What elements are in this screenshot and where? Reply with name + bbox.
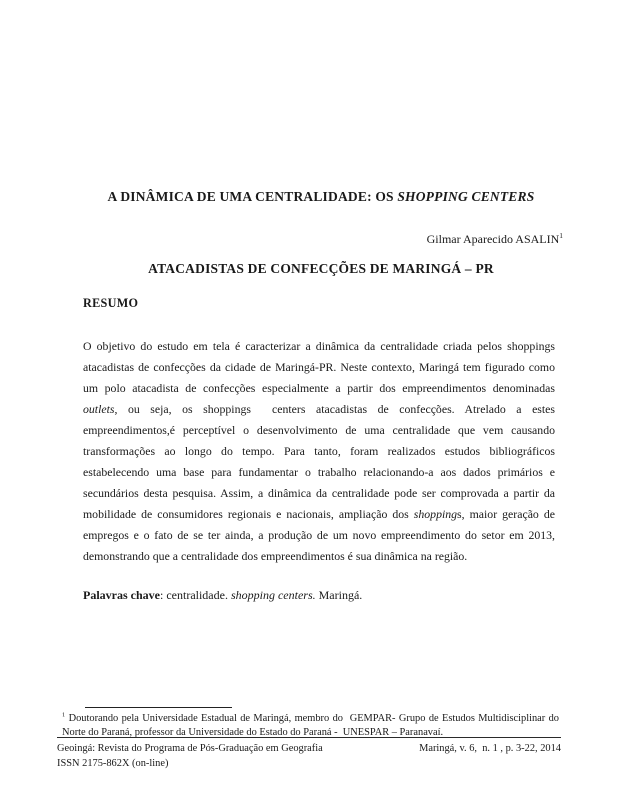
footnote-separator-rule	[85, 707, 232, 708]
footer-issn: ISSN 2175-862X (on-line)	[57, 757, 169, 769]
text-segment: , ou seja, os shoppings centers atacadistas de confecções. Atrelado a estes empreendimentos,é perceptível o desenvolvimento de uma centralidade que vem causando transformações ao longo do tempo. Para tanto, foram realizados estudos bibliográficos estabelecendo uma base para fundamentar o trabalho relacionando-a aos dados primários e secundários desta pesquisa. Assim, a dinâmica da centralidade pode ser comprovada a partir da mobilidade de consumidores regionais e nacionais, ampliação dos	[83, 402, 558, 521]
text-segment: : centralidade.	[160, 588, 231, 602]
footer-journal-title: Geoingá: Revista do Programa de Pós-Graduação em Geografia	[57, 743, 323, 754]
text-segment: Doutorando pela Universidade Estadual de Maringá, membro do GEMPAR- Grupo de Estudos Multidisciplinar do Norte do Paraná, professor da Universidade do Estado do Paraná - UNESPAR – Paranavaí.	[62, 713, 562, 738]
text-segment: s, maior geração de empregos e o fato de se ter ainda, a produção de um novo empreendimento do setor em 2013, demonstrando que a centralidade dos empreendimentos é sua dinâmica na região.	[83, 507, 558, 563]
text-segment: Palavras chave	[83, 588, 160, 602]
abstract-text	[83, 336, 558, 567]
footer-left	[57, 742, 323, 771]
text-segment: O objetivo do estudo em tela é caracterizar a dinâmica da centralidade criada pelos shoppings atacadistas de confecções da cidade de Maringá-PR. Neste contexto, Maringá tem figurado como um polo atacadista de confecções especialmente a partir dos empreendimentos denominadas	[83, 339, 558, 395]
text-segment: Gilmar Aparecido ASALIN	[426, 232, 560, 246]
text-segment: shopping	[413, 507, 458, 521]
text-segment: SHOPPING CENTERS	[397, 189, 535, 204]
text-segment: A DINÂMICA DE UMA CENTRALIDADE: OS	[107, 189, 398, 204]
text-segment: shopping centers.	[230, 588, 316, 602]
journal-footer	[57, 737, 561, 771]
text-segment: Maringá.	[315, 588, 363, 602]
text-segment: 1	[559, 231, 563, 240]
author-line	[83, 232, 563, 247]
paper-title-line-2: ATACADISTAS DE CONFECÇÕES DE MARINGÁ – PR	[148, 261, 494, 276]
abstract-heading: RESUMO	[83, 296, 139, 310]
text-segment: outlets	[83, 402, 115, 416]
footnote-text	[62, 711, 562, 739]
text-segment: 1	[62, 711, 66, 719]
footer-citation: Maringá, v. 6, n. 1 , p. 3-22, 2014	[419, 743, 561, 754]
paper-title-line-1	[83, 185, 559, 209]
keywords-line	[83, 588, 559, 603]
